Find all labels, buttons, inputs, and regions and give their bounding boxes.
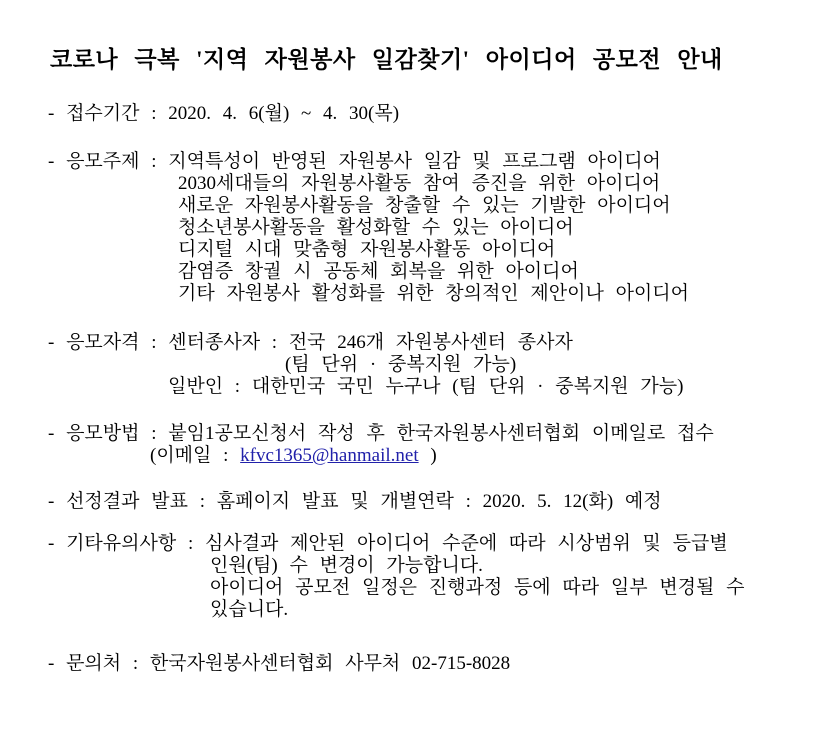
- contest-topic-item: 2030세대들의 자원봉사활동 참여 증진을 위한 아이디어: [178, 173, 661, 194]
- contest-topic-item: 새로운 자원봉사활동을 창출할 수 있는 기발한 아이디어: [178, 195, 671, 216]
- other-notes-item: 아이디어 공모전 일정은 진행과정 등에 따라 일부 변경될 수: [210, 577, 745, 598]
- section-other-notes: [48, 533, 789, 621]
- contest-topic-item: 감염증 창궐 시 공동체 회복을 위한 아이디어: [178, 261, 579, 282]
- contest-topic-item: 청소년봉사활동을 활성화할 수 있는 아이디어: [178, 217, 574, 238]
- eligibility-team-note: (팀 단위 · 중복지원 가능): [285, 354, 517, 375]
- page-title: 코로나 극복 '지역 자원봉사 일감찾기' 아이디어 공모전 안내: [50, 47, 723, 72]
- email-suffix-text: ): [418, 445, 437, 466]
- section-reception-period: [48, 103, 789, 125]
- result-announcement-line: - 선정결과 발표 : 홈페이지 발표 및 개별연락 : 2020. 5. 12(화) 예정: [48, 491, 662, 512]
- application-method-label-line: - 응모방법 : 붙임1공모신청서 작성 후 한국자원봉사센터협회 이메일로 접수: [48, 423, 714, 444]
- contest-topic-item: 기타 자원봉사 활성화를 위한 창의적인 제안이나 아이디어: [178, 283, 689, 304]
- other-notes-item: 있습니다.: [210, 599, 289, 620]
- section-eligibility: [48, 332, 789, 398]
- contest-topic-item: 디지털 시대 맞춤형 자원봉사활동 아이디어: [178, 239, 556, 260]
- other-notes-item: 인원(팀) 수 변경이 가능합니다.: [210, 555, 483, 576]
- eligibility-general-line: 일반인 : 대한민국 국민 누구나 (팀 단위 · 중복지원 가능): [168, 376, 684, 397]
- eligibility-label-line: - 응모자격 : 센터종사자 : 전국 246개 자원봉사센터 종사자: [48, 332, 573, 353]
- section-contact: [48, 653, 789, 675]
- email-link[interactable]: kfvc1365@hanmail.net: [240, 445, 419, 466]
- section-application-method: [48, 423, 789, 467]
- reception-period-line: - 접수기간 : 2020. 4. 6(월) ~ 4. 30(목): [48, 103, 400, 124]
- contact-line: - 문의처 : 한국자원봉사센터협회 사무처 02-715-8028: [48, 653, 511, 674]
- section-result-announcement: [48, 491, 789, 513]
- email-prefix-text: (이메일 :: [150, 445, 241, 466]
- section-contest-topics: [48, 151, 789, 305]
- contest-topics-label-line: - 응모주제 : 지역특성이 반영된 자원봉사 일감 및 프로그램 아이디어: [48, 151, 661, 172]
- other-notes-label-line: - 기타유의사항 : 심사결과 제안된 아이디어 수준에 따라 시상범위 및 등급별: [48, 533, 728, 554]
- email-line: [150, 445, 789, 467]
